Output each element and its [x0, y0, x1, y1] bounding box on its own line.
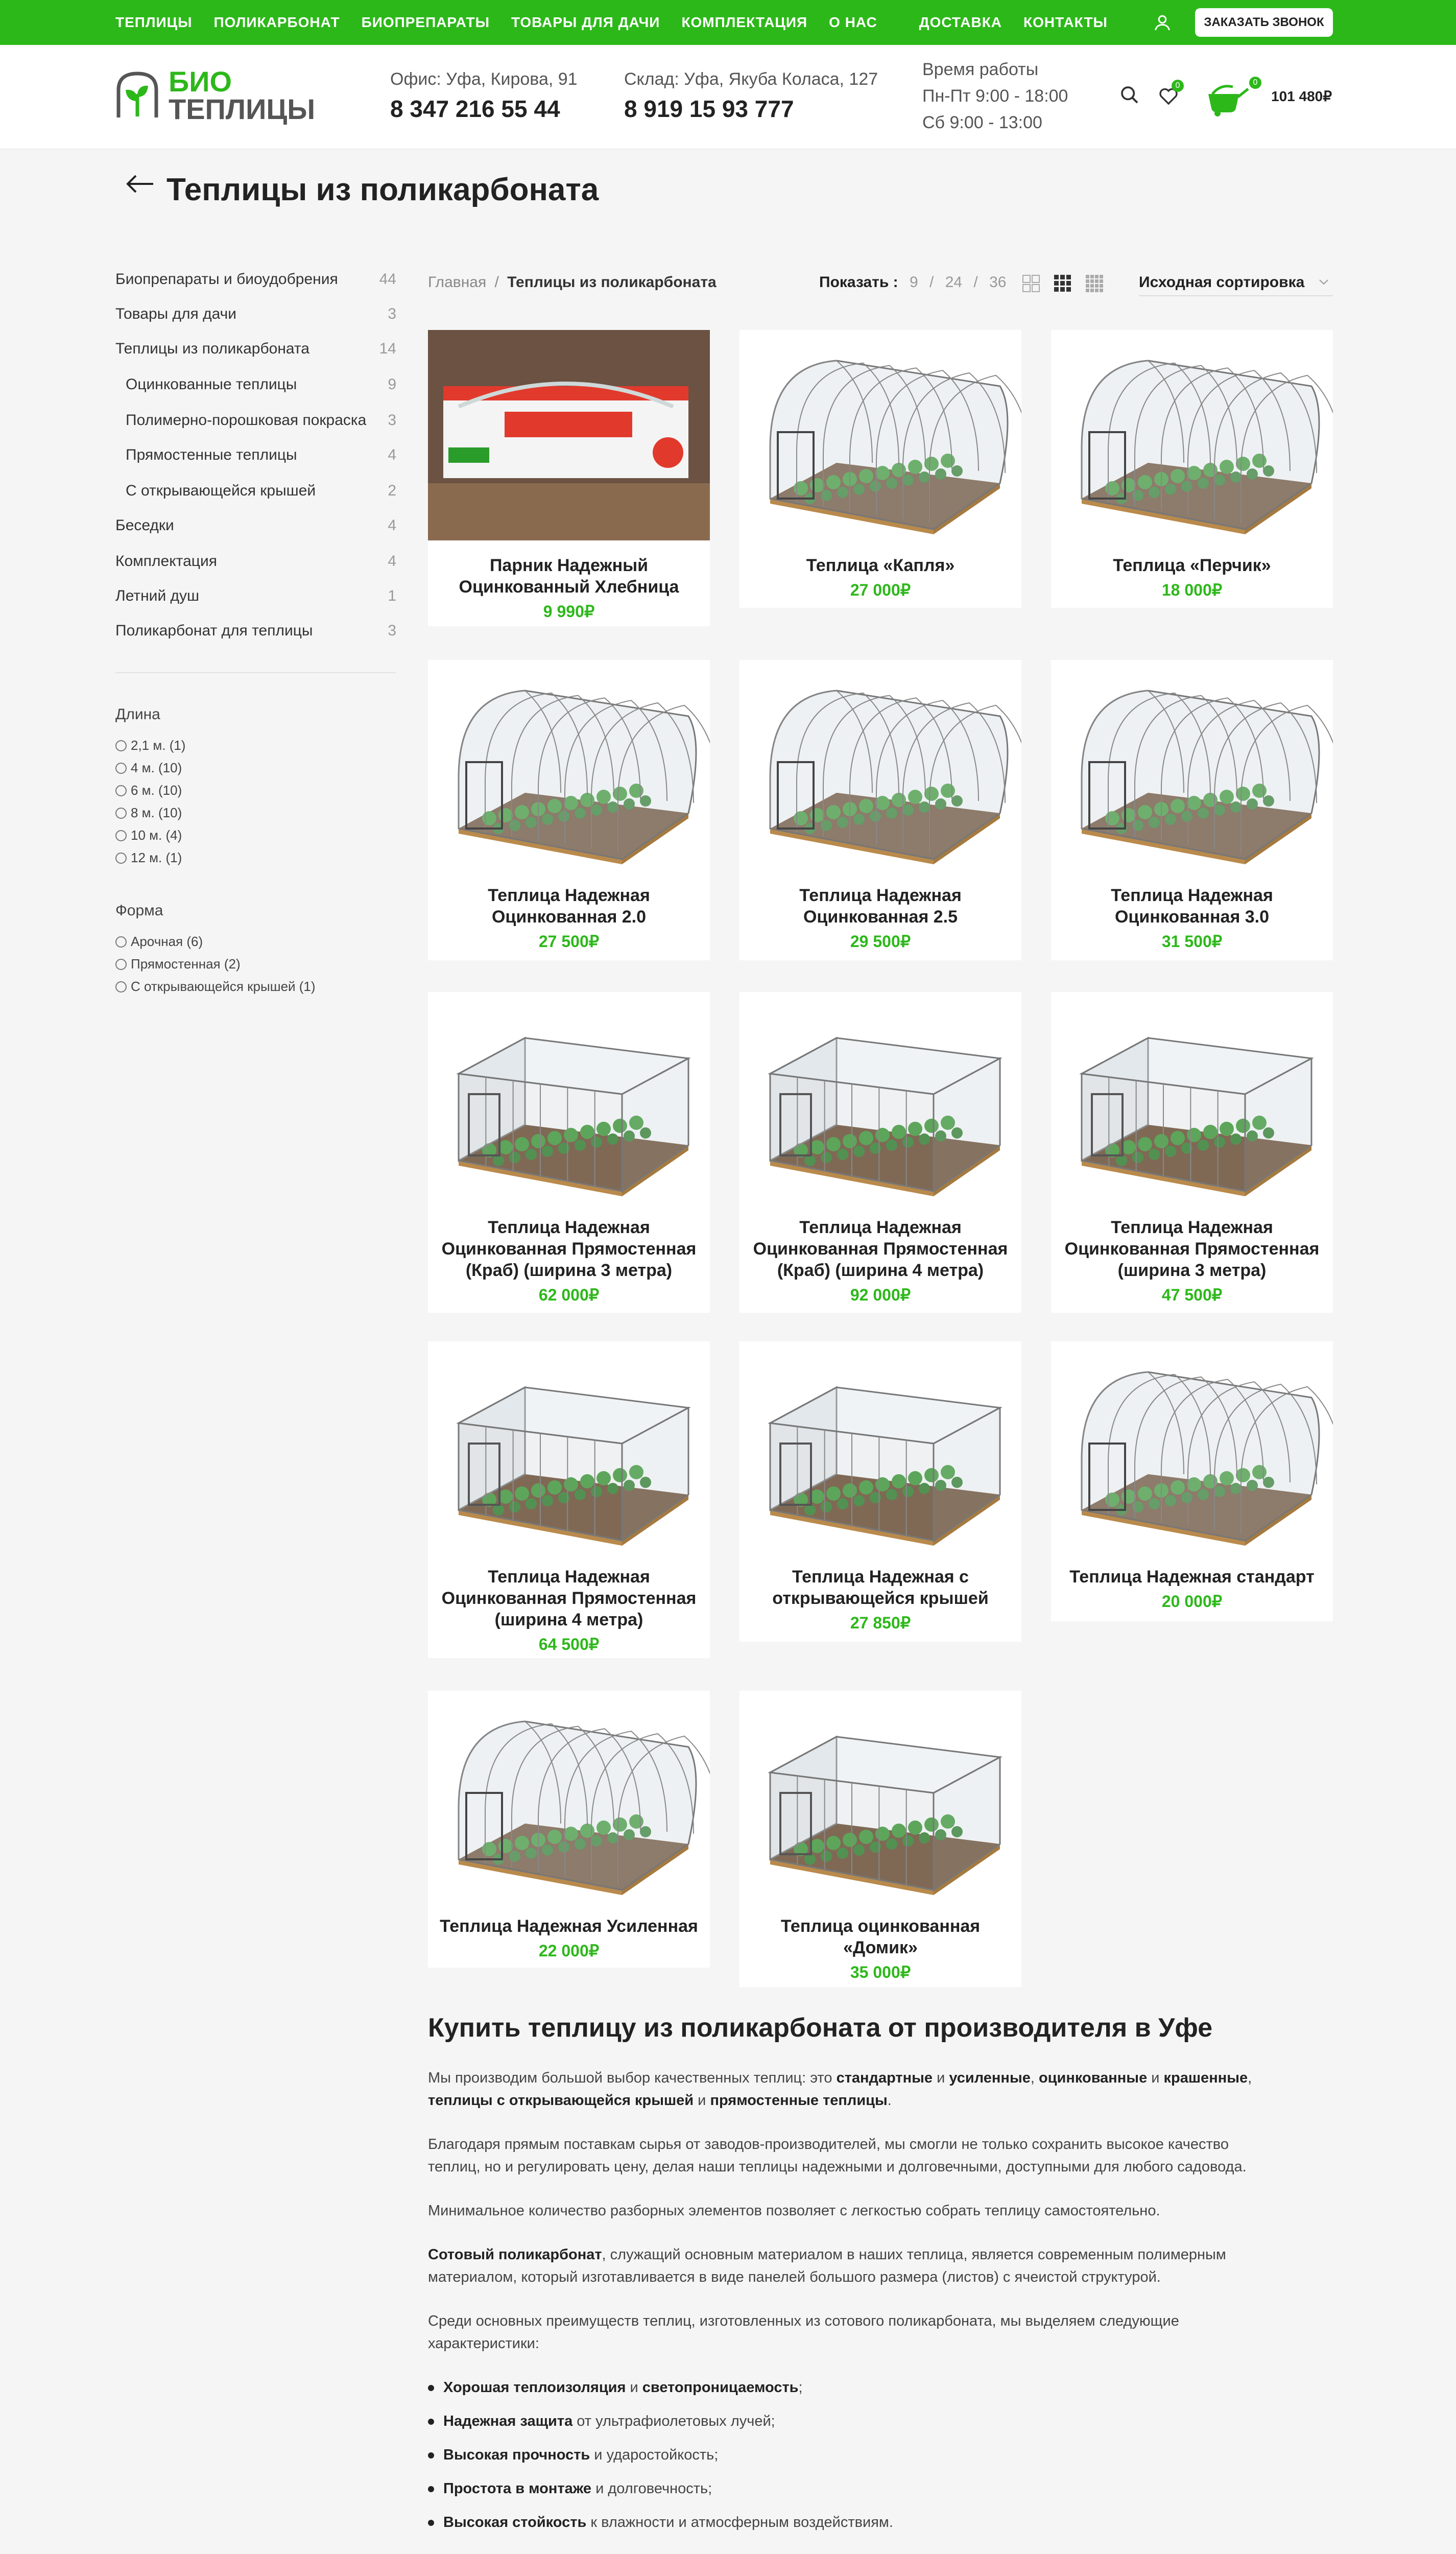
product-name-line: Оцинкованная Прямостенная — [441, 1239, 697, 1259]
product-name-line: (ширина 3 метра) — [1117, 1261, 1267, 1280]
product-image[interactable] — [739, 1691, 1021, 1901]
office-address: Офис: Уфа, Кирова, 91 — [390, 69, 578, 89]
radio-icon — [115, 763, 127, 774]
grid-4-icon[interactable] — [1086, 275, 1103, 292]
product-card[interactable] — [1051, 330, 1333, 608]
top-bar — [0, 0, 1456, 45]
product-name-line: (ширина 4 метра) — [494, 1610, 643, 1629]
product-price: 47 500₽ — [1161, 1286, 1223, 1304]
breadcrumb-current: Теплицы из поликарбоната — [507, 274, 717, 291]
product-name-line: Теплица Надежная — [1111, 886, 1273, 905]
grid-3-icon[interactable] — [1054, 275, 1071, 292]
product-price: 62 000₽ — [538, 1286, 600, 1304]
product-card[interactable] — [1051, 992, 1333, 1313]
product-name[interactable] — [739, 1566, 1021, 1609]
product-image[interactable] — [1051, 660, 1333, 870]
product-name[interactable] — [428, 885, 710, 928]
office-phone[interactable]: 8 347 216 55 44 — [390, 96, 560, 122]
product-image[interactable] — [428, 1691, 710, 1901]
product-name-line: Оцинкованный Хлебница — [459, 577, 679, 597]
product-name-line: Теплица Надежная — [799, 886, 962, 905]
product-price: 64 500₽ — [538, 1635, 600, 1653]
grid-2-icon[interactable] — [1022, 275, 1040, 292]
product-card[interactable] — [739, 660, 1021, 960]
product-price: 27 500₽ — [538, 932, 600, 951]
sort-select[interactable] — [1139, 268, 1333, 296]
product-card[interactable] — [739, 1691, 1021, 1987]
category-item[interactable]: Беседки 4 — [115, 517, 396, 534]
product-name-line: Оцинкованная 2.5 — [803, 907, 958, 927]
logo-line2: ТЕПЛИЦЫ — [169, 93, 316, 125]
show-option-36[interactable]: 36 — [989, 274, 1007, 291]
filter-shape-option[interactable]: Арочная (6) — [115, 934, 203, 950]
product-image[interactable] — [428, 1341, 710, 1552]
topnav-o-nas[interactable]: О НАС — [829, 14, 877, 30]
product-image[interactable] — [428, 660, 710, 870]
product-name-line: открывающейся крышей — [772, 1589, 989, 1608]
article-paragraph-4: Сотовый поликарбонат, служащий основным материалом в наших теплица, является современным полимерным материалом, который изготавливается в виде панелей большого размера (листов) с ячеистой структурой. — [428, 2246, 1226, 2285]
product-name-line: Теплица Надежная — [799, 1218, 962, 1237]
product-image[interactable] — [428, 992, 710, 1202]
category-item[interactable]: Теплицы из поликарбоната 14 — [115, 340, 396, 357]
filter-length-option[interactable]: 12 м. (1) — [115, 850, 182, 866]
product-price: 22 000₽ — [538, 1942, 600, 1960]
product-card[interactable] — [1051, 1341, 1333, 1621]
filter-length-option[interactable]: 6 м. (10) — [115, 783, 182, 798]
product-card[interactable] — [428, 330, 710, 626]
article-paragraph-5: Среди основных преимуществ теплиц, изготовленных из сотового поликарбоната, мы выделяем следующие характеристики: — [428, 2313, 1179, 2352]
topnav-kontakty[interactable]: КОНТАКТЫ — [1023, 14, 1108, 30]
breadcrumb-home[interactable]: Главная — [428, 274, 487, 291]
subcategory-item[interactable]: Полимерно-порошковая покраска 3 — [126, 412, 396, 429]
sidebar-divider — [115, 672, 396, 673]
cart-total[interactable]: 101 480₽ — [1271, 88, 1332, 104]
radio-icon — [115, 853, 127, 864]
show-separator: / — [973, 274, 978, 291]
sort-value: Исходная сортировка — [1139, 274, 1305, 291]
filter-length-option[interactable]: 4 м. (10) — [115, 760, 182, 776]
product-card[interactable] — [428, 660, 710, 960]
topnav-dostavka[interactable]: ДОСТАВКА — [919, 14, 1003, 30]
topnav-tovary[interactable]: ТОВАРЫ ДЛЯ ДАЧИ — [511, 14, 660, 30]
product-name[interactable] — [428, 555, 710, 598]
product-name[interactable] — [1051, 1217, 1333, 1281]
product-name-line: Оцинкованная Прямостенная — [441, 1589, 697, 1608]
show-label: Показать : — [819, 274, 898, 291]
cart-button[interactable] — [1205, 77, 1261, 117]
topnav-teplicy[interactable]: ТЕПЛИЦЫ — [115, 14, 193, 30]
product-name[interactable] — [1051, 885, 1333, 928]
chevron-down-icon — [1319, 279, 1329, 286]
product-name[interactable] — [739, 885, 1021, 928]
breadcrumb-separator: / — [494, 274, 499, 291]
filter-shape-option[interactable]: С открывающейся крышей (1) — [115, 979, 316, 995]
article-bullet: Высокая стойкость к влажности и атмосферным воздействиям. — [428, 2514, 893, 2531]
product-name-line: Оцинкованная 3.0 — [1114, 907, 1269, 927]
product-price: 35 000₽ — [850, 1963, 911, 1981]
article-bullet: Надежная защита от ультрафиолетовых лучей; — [428, 2413, 775, 2430]
product-name[interactable] — [739, 1217, 1021, 1281]
product-price: 9 990₽ — [543, 602, 595, 621]
product-name[interactable] — [428, 1217, 710, 1281]
product-name[interactable] — [739, 1916, 1021, 1958]
show-separator: / — [929, 274, 934, 291]
category-item[interactable]: Биопрепараты и биоудобрения 44 — [115, 271, 396, 288]
hours-saturday: Сб 9:00 - 13:00 — [922, 113, 1042, 132]
product-name-line: (Краб) (ширина 4 метра) — [777, 1261, 984, 1280]
subcategory-item[interactable]: С открывающейся крышей 2 — [126, 482, 396, 499]
show-per-page — [819, 274, 1006, 291]
radio-icon — [115, 959, 127, 970]
wishlist-button[interactable] — [1158, 81, 1183, 108]
radio-icon — [115, 936, 127, 948]
product-price: 29 500₽ — [850, 932, 911, 951]
product-card[interactable] — [428, 1341, 710, 1658]
hours-weekdays: Пн-Пт 9:00 - 18:00 — [922, 86, 1068, 106]
radio-icon — [115, 740, 127, 751]
filter-shape-title: Форма — [115, 902, 163, 919]
product-image[interactable] — [1051, 1341, 1333, 1552]
page-title: Теплицы из поликарбоната — [166, 172, 599, 207]
article-bullet: Хорошая теплоизоляция и светопроницаемость; — [428, 2379, 803, 2396]
article-paragraph-2: Благодаря прямым поставкам сырья от заводов-производителей, мы смогли не только сохранить высокое качество теплиц, но и регулировать цену, делая наши теплицы надежными и долговечными, доступными для любого садовода. — [428, 2136, 1247, 2175]
radio-icon — [115, 785, 127, 796]
product-price: 31 500₽ — [1161, 932, 1223, 951]
article-paragraph-3: Минимальное количество разборных элементов позволяет с легкостью собрать теплицу самостоятельно. — [428, 2203, 1160, 2219]
article-heading-1: Купить теплицу из поликарбоната от производителя в Уфе — [428, 2013, 1213, 2043]
product-name-line: Теплица Надежная — [1111, 1218, 1273, 1237]
category-item[interactable]: Товары для дачи 3 — [115, 305, 396, 322]
product-card[interactable] — [428, 992, 710, 1313]
product-card[interactable] — [739, 330, 1021, 608]
wishlist-badge: 0 — [1172, 80, 1184, 92]
product-name-line: Оцинкованная Прямостенная — [753, 1239, 1008, 1259]
radio-icon — [115, 830, 127, 841]
back-arrow-icon[interactable] — [125, 172, 155, 196]
product-name-line: Теплица Надежная — [488, 886, 650, 905]
product-name-line: Теплица Надежная Усиленная — [440, 1917, 698, 1936]
article-bullet: Высокая прочность и ударостойкость; — [428, 2447, 718, 2464]
filter-length-option[interactable]: 8 м. (10) — [115, 805, 182, 821]
show-option-24[interactable]: 24 — [945, 274, 963, 291]
filter-length-title: Длина — [115, 706, 160, 723]
product-image[interactable] — [1051, 992, 1333, 1202]
product-name-line: Парник Надежный — [489, 556, 649, 575]
subcategory-item[interactable]: Прямостенные теплицы 4 — [126, 446, 396, 463]
user-icon[interactable] — [1153, 13, 1172, 32]
filter-length-option[interactable]: 10 м. (4) — [115, 827, 182, 843]
product-image[interactable] — [428, 330, 710, 540]
product-name-line: Оцинкованная 2.0 — [491, 907, 646, 927]
logo-icon — [115, 69, 159, 121]
product-price: 27 000₽ — [850, 581, 911, 599]
call-request-button[interactable]: ЗАКАЗАТЬ ЗВОНОК — [1195, 8, 1333, 37]
product-price: 27 850₽ — [850, 1614, 911, 1632]
product-name[interactable] — [1051, 555, 1333, 576]
product-name-line: Теплица Надежная — [488, 1567, 650, 1587]
product-image[interactable] — [1051, 330, 1333, 540]
product-name-line: Теплица Надежная стандарт — [1069, 1567, 1315, 1587]
product-image[interactable] — [739, 992, 1021, 1202]
category-item[interactable]: Поликарбонат для теплицы 3 — [115, 622, 396, 639]
product-name-line: Теплица Надежная с — [792, 1567, 969, 1587]
category-item[interactable]: Летний душ 1 — [115, 587, 396, 604]
radio-icon — [115, 808, 127, 819]
logo-line1: БИО — [169, 65, 232, 98]
filter-length-option[interactable]: 2,1 м. (1) — [115, 738, 185, 753]
top-nav — [115, 0, 1108, 45]
product-name[interactable] — [428, 1566, 710, 1630]
radio-icon — [115, 981, 127, 992]
product-price: 92 000₽ — [850, 1286, 911, 1304]
product-card[interactable] — [1051, 660, 1333, 960]
product-name[interactable] — [739, 555, 1021, 576]
topnav-komplektaciya[interactable]: КОМПЛЕКТАЦИЯ — [681, 14, 808, 30]
product-name-line: Теплица «Перчик» — [1113, 556, 1271, 575]
product-name[interactable] — [428, 1916, 710, 1937]
work-hours — [922, 56, 1068, 136]
product-image[interactable] — [739, 330, 1021, 540]
search-icon[interactable] — [1119, 85, 1140, 105]
cart-icon — [1205, 77, 1251, 117]
product-card[interactable] — [428, 1691, 710, 1968]
category-item[interactable]: Комплектация 4 — [115, 553, 396, 570]
product-image[interactable] — [739, 1341, 1021, 1552]
product-name-line: Теплица «Капля» — [806, 556, 955, 575]
product-name-line: Теплица оцинкованная — [780, 1917, 981, 1936]
warehouse-phone[interactable]: 8 919 15 93 777 — [624, 96, 794, 122]
product-name[interactable] — [1051, 1566, 1333, 1588]
product-name-line: Оцинкованная Прямостенная — [1064, 1239, 1320, 1259]
breadcrumb — [428, 274, 717, 291]
topnav-polikarbonat[interactable]: ПОЛИКАРБОНАТ — [213, 14, 340, 30]
topnav-biopreparaty[interactable]: БИОПРЕПАРАТЫ — [361, 14, 490, 30]
product-price: 20 000₽ — [1161, 1592, 1223, 1611]
product-name-line: «Домик» — [843, 1938, 918, 1957]
product-name-line: (Краб) (ширина 3 метра) — [465, 1261, 673, 1280]
filter-shape-option[interactable]: Прямостенная (2) — [115, 956, 241, 972]
product-card[interactable] — [739, 1341, 1021, 1642]
product-card[interactable] — [739, 992, 1021, 1313]
subcategory-item[interactable]: Оцинкованные теплицы 9 — [126, 376, 396, 393]
article-paragraph-1: Мы производим большой выбор качественных теплиц: это стандартные и усиленные, оцинкованные и крашенные, теплицы с открывающейся крышей и прямостенные теплицы. — [428, 2070, 1252, 2109]
product-name-line: Теплица Надежная — [488, 1218, 650, 1237]
product-price: 18 000₽ — [1161, 581, 1223, 599]
product-image[interactable] — [739, 660, 1021, 870]
warehouse-address: Склад: Уфа, Якуба Коласа, 127 — [624, 69, 878, 89]
article-bullet: Простота в монтаже и долговечность; — [428, 2480, 712, 2497]
cart-badge: 0 — [1249, 77, 1261, 89]
hours-title: Время работы — [922, 60, 1039, 79]
show-option-9[interactable]: 9 — [909, 274, 918, 291]
